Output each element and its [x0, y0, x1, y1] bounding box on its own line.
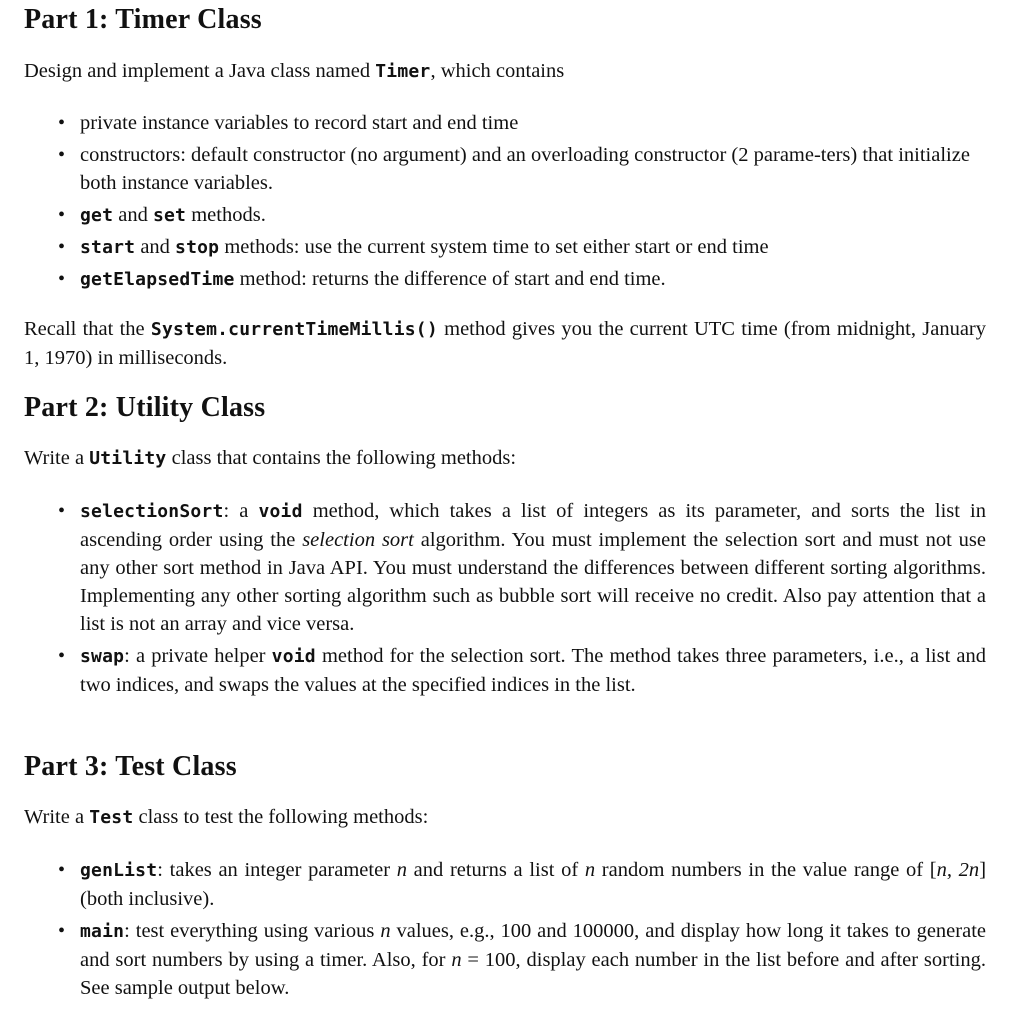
bullet-icon: •: [58, 236, 66, 258]
bullet-icon: •: [58, 920, 66, 942]
part2-intro: Write a Utility class that contains the following methods:: [24, 447, 517, 469]
part1-bullet-list: [58, 109, 986, 294]
bullet-icon: •: [58, 204, 66, 226]
list-item: • main: test everything using various n values, e.g., 100 and 100000, and display how long it takes to generate and sort numbers by using a timer. Also, for n = 100, display each number in the list before and after sorting. See sample output below.: [80, 917, 986, 1002]
bullet-icon: •: [58, 268, 66, 290]
part1-intro: Design and implement a Java class named Timer, which contains: [24, 60, 565, 82]
list-item: • swap: a private helper void method for the selection sort. The method takes three parameters, i.e., a list and two indices, and swaps the values at the specified indices in the list.: [80, 642, 986, 699]
class-name-test: Test: [89, 807, 134, 828]
list-item: • getElapsedTime method: returns the difference of start and end time.: [80, 265, 986, 294]
bullet-icon: •: [58, 144, 66, 166]
list-item: • constructors: default constructor (no argument) and an overloading constructor (2 parame-ters) that initialize both instance variables.: [80, 141, 986, 197]
part1-recall-paragraph: Recall that the System.currentTimeMillis() method gives you the current UTC time (from midnight, January 1, 1970) in milliseconds.: [24, 318, 986, 369]
part3-bullet-list: [58, 856, 987, 1002]
part2-heading: Part 2: Utility Class: [24, 392, 266, 423]
list-item: • selectionSort: a void method, which takes a list of integers as its parameter, and sorts the list in ascending order using the selection sort algorithm. You must implement the selection sort and must not use any other sort method in Java API. You must understand the differences between different sorting algorithms. Implementing any other sorting algorithm such as bubble sort will receive no credit. Also pay attention that a list is not an array and vice versa.: [80, 497, 986, 638]
list-item: • get and set methods.: [80, 201, 986, 230]
part1-heading: Part 1: Timer Class: [24, 4, 262, 35]
bullet-icon: •: [58, 500, 66, 522]
bullet-icon: •: [58, 645, 66, 667]
list-item: • private instance variables to record start and end time: [80, 109, 986, 137]
list-item: • start and stop methods: use the current system time to set either start or end time: [80, 233, 986, 262]
class-name-timer: Timer: [375, 61, 431, 82]
part3-intro: Write a Test class to test the following methods:: [24, 806, 429, 828]
list-item: • genList: takes an integer parameter n and returns a list of n random numbers in the value range of [n, 2n] (both inclusive).: [80, 856, 986, 913]
class-name-utility: Utility: [89, 448, 167, 469]
part2-bullet-list: [58, 497, 987, 699]
bullet-icon: •: [58, 112, 66, 134]
bullet-icon: •: [58, 859, 66, 881]
part3-heading: Part 3: Test Class: [24, 751, 237, 782]
